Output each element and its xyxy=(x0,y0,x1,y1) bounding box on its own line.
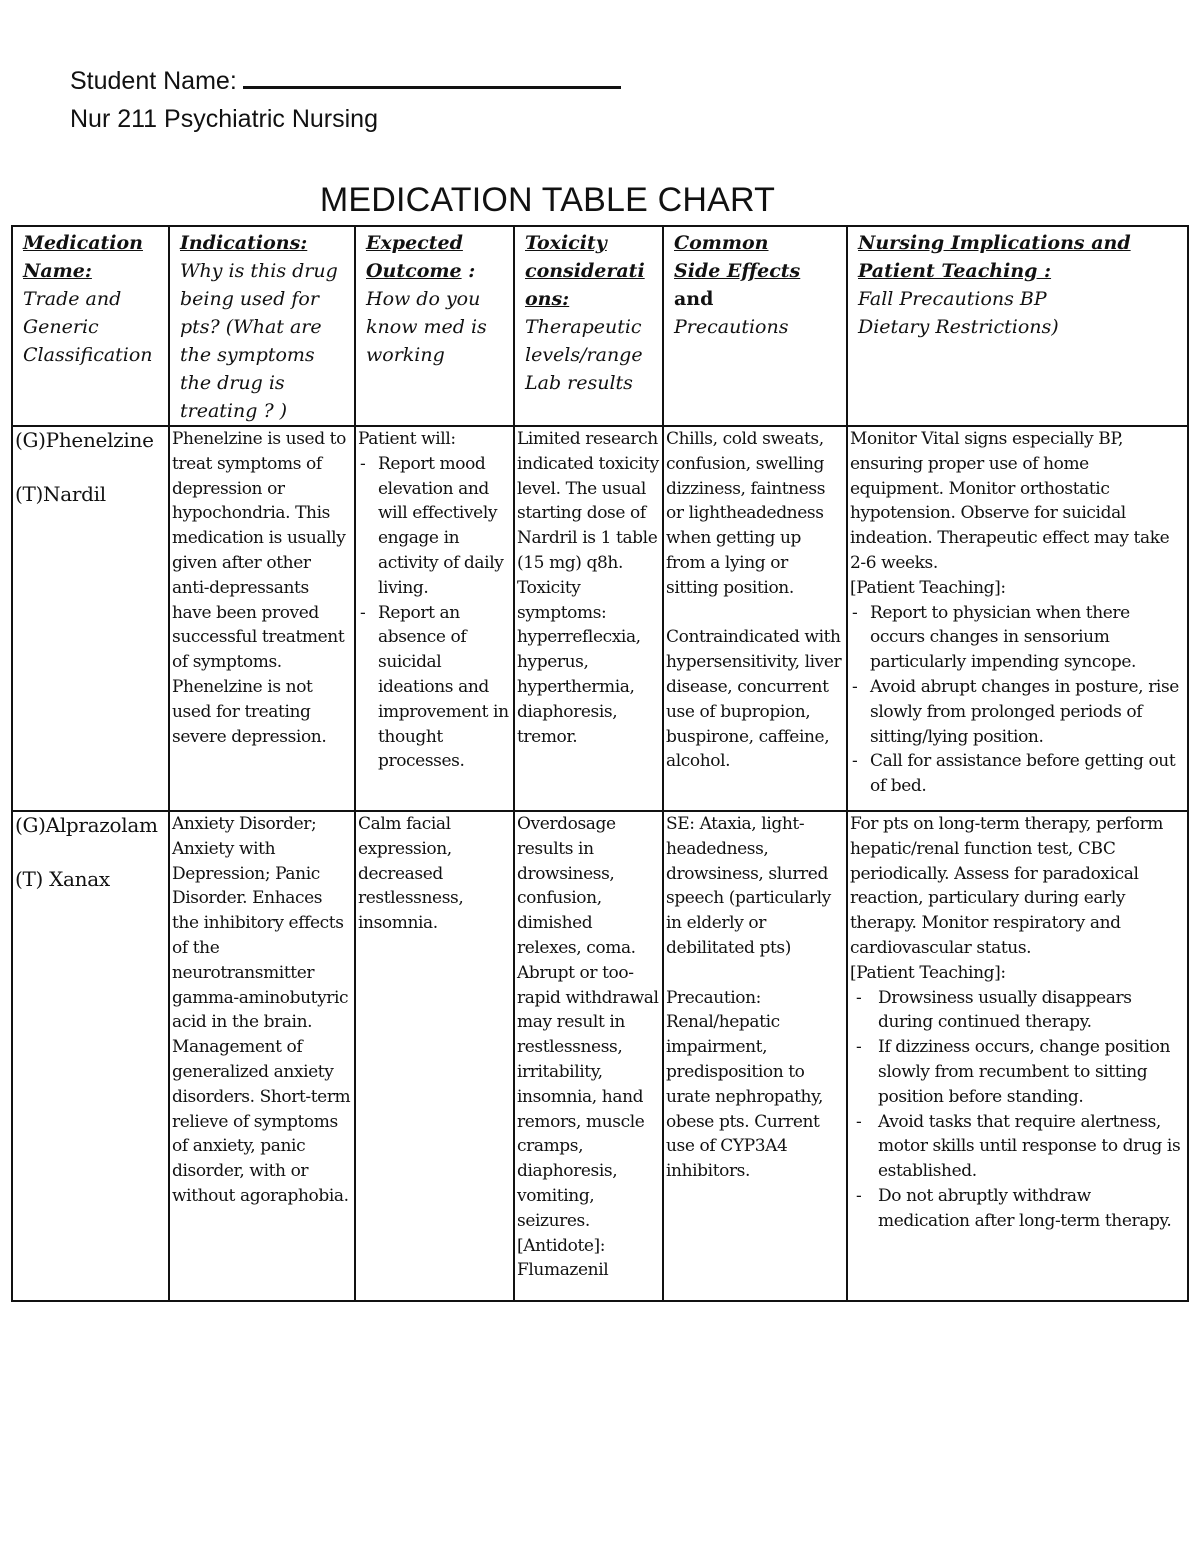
generic-name: (G)Phenelzine xyxy=(15,428,154,452)
list-item: - Drowsiness usually disappears during continued therapy. xyxy=(850,986,1185,1036)
list-item: - Report to physician when there occurs changes in sensorium particularly impending syncope. xyxy=(850,601,1185,675)
list-item: - Avoid abrupt changes in posture, rise slowly from prolonged periods of sitting/lying position. xyxy=(850,675,1185,749)
toxicity-cell: Limited research indicated toxicity level. The usual starting dose of Nardril is 1 table (15 mg) q8h. Toxicity symptoms: hyperreflecxia, hyperus, hyperthermia, diaphoresis, tremor. xyxy=(514,426,663,811)
student-name-label: Student Name: xyxy=(70,67,237,95)
table-header-row xyxy=(12,226,1188,426)
expected-outcome-cell: Calm facial expression, decreased restlessness, insomnia. xyxy=(355,811,514,1301)
medication-name-cell xyxy=(12,426,169,811)
trade-name: (T)Nardil xyxy=(15,482,106,506)
col-header-indications: Indications: Why is this drug being used for pts? (What are the symptoms the drug is treating ? ) xyxy=(169,226,355,426)
list-item: - Report mood elevation and will effectively engage in activity of daily living. xyxy=(358,452,511,601)
generic-name: (G)Alprazolam xyxy=(15,813,158,837)
medication-name-cell xyxy=(12,811,169,1301)
student-name-line xyxy=(70,64,621,96)
expected-outcome-cell: Patient will: - Report mood elevation and will effectively engage in activity of daily living. - Report an absence of suicidal ideations and improvement in thought processes. xyxy=(355,426,514,811)
list-item: - Avoid tasks that require alertness, motor skills until response to drug is established. xyxy=(850,1110,1185,1184)
course-name: Nur 211 Psychiatric Nursing xyxy=(70,105,378,133)
indications-cell: Anxiety Disorder; Anxiety with Depression; Panic Disorder. Enhaces the inhibitory effects of the neurotransmitter gamma-aminobutyric acid in the brain. Management of generalized anxiety disorders. Short-term relieve of symptoms of anxiety, panic disorder, with or without agoraphobia. xyxy=(169,811,355,1301)
col-header-nursing: Nursing Implications and Patient Teaching : Fall Precautions BP Dietary Restrictions) xyxy=(847,226,1188,426)
student-name-blank[interactable] xyxy=(243,64,621,89)
col-header-toxicity: Toxicity considerati ons: Therapeutic levels/range Lab results xyxy=(514,226,663,426)
nursing-cell: Monitor Vital signs especially BP, ensuring proper use of home equipment. Monitor orthostatic hypotension. Observe for suicidal indeation. Therapeutic effect may take 2-6 weeks. [Patient Teaching]: - Report to physician when there occurs changes in sensorium particularly impending syncope. - Avoid abrupt changes in posture, rise slowly from prolonged periods of sitting/lying position. - Call for assistance before getting out of bed. xyxy=(847,426,1188,811)
table-row xyxy=(12,811,1188,1301)
col-header-expected-outcome: Expected Outcome : How do you know med is working xyxy=(355,226,514,426)
side-effects-cell: SE: Ataxia, light-headedness, drowsiness, slurred speech (particularly in elderly or debilitated pts) Precaution: Renal/hepatic impairment, predisposition to urate nephropathy, obese pts. Current use of CYP3A4 inhibitors. xyxy=(663,811,847,1301)
trade-name: (T) Xanax xyxy=(15,867,110,891)
list-item: - Do not abruptly withdraw medication after long-term therapy. xyxy=(850,1184,1185,1234)
indications-cell: Phenelzine is used to treat symptoms of depression or hypochondria. This medication is usually given after other anti-depressants have been proved successful treatment of symptoms. Phenelzine is not used for treating severe depression. xyxy=(169,426,355,811)
list-item: - Call for assistance before getting out of bed. xyxy=(850,749,1185,799)
list-item: - Report an absence of suicidal ideations and improvement in thought processes. xyxy=(358,601,511,775)
toxicity-cell: Overdosage results in drowsiness, confusion, dimished relexes, coma. Abrupt or too-rapid withdrawal may result in restlessness, irritability, insomnia, hand remors, muscle cramps, diaphoresis, vomiting, seizures. [Antidote]: Flumazenil xyxy=(514,811,663,1301)
page-title: MEDICATION TABLE CHART xyxy=(319,181,776,219)
table-row xyxy=(12,426,1188,811)
medication-table xyxy=(11,225,1189,1302)
nursing-cell: For pts on long-term therapy, perform hepatic/renal function test, CBC periodically. Assess for paradoxical reaction, particulary during early therapy. Monitor respiratory and cardiovascular status. [Patient Teaching]: - Drowsiness usually disappears during continued therapy. - If dizziness occurs, change position slowly from recumbent to sitting position before standing. - Avoid tasks that require alertness, motor skills until response to drug is established. - Do not abruptly withdraw medication after long-term therapy. xyxy=(847,811,1188,1301)
side-effects-cell: Chills, cold sweats, confusion, swelling dizziness, faintness or lightheadedness when getting up from a lying or sitting position. Contraindicated with hypersensitivity, liver disease, concurrent use of bupropion, buspirone, caffeine, alcohol. xyxy=(663,426,847,811)
col-header-side-effects: Common Side Effects and Precautions xyxy=(663,226,847,426)
list-item: - If dizziness occurs, change position slowly from recumbent to sitting position before standing. xyxy=(850,1035,1185,1109)
col-header-medication: Medication Name: Trade and Generic Classification xyxy=(12,226,169,426)
